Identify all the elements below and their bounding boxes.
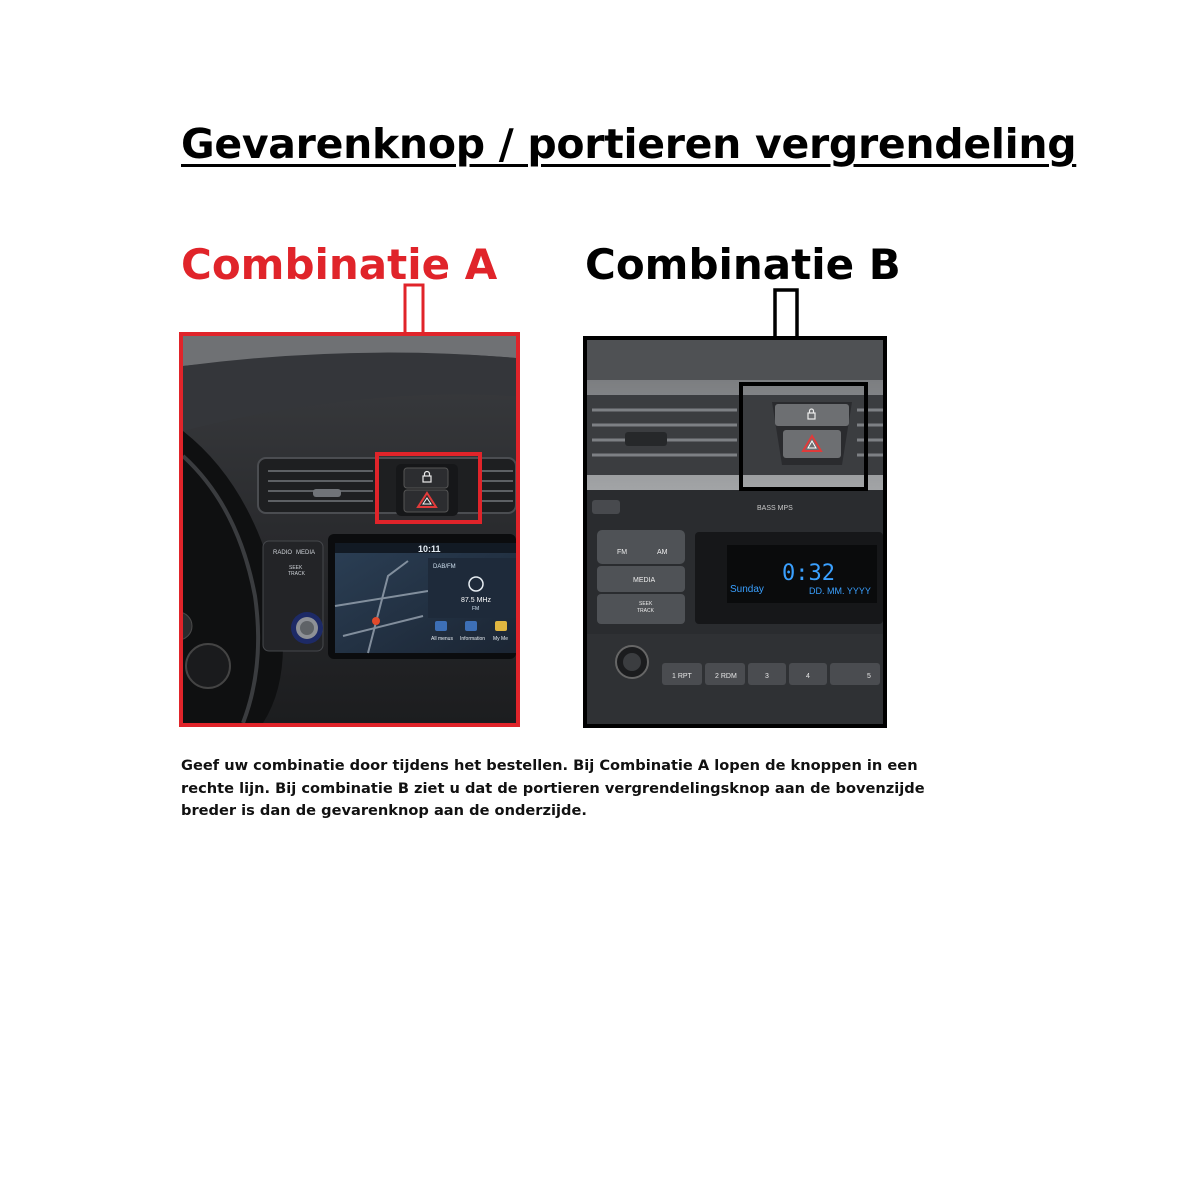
description-line: Geef uw combinatie door tijdens het bestellen. Bij Combinatie A lopen de knoppen in een	[181, 757, 918, 774]
svg-text:87.5 MHz: 87.5 MHz	[461, 597, 491, 604]
svg-text:Sunday: Sunday	[730, 584, 764, 595]
svg-text:Information: Information	[460, 636, 486, 642]
svg-text:10:11: 10:11	[418, 544, 441, 554]
svg-text:TRACK: TRACK	[288, 571, 305, 577]
svg-text:My Me: My Me	[493, 636, 508, 642]
svg-text:RADIO: RADIO	[273, 550, 293, 556]
description-line: breder is dan de gevarenknop aan de onderzijde.	[181, 802, 587, 819]
description-line: rechte lijn. Bij combinatie B ziet u dat de portieren vergrendelingsknop aan de bovenzijde	[181, 779, 925, 797]
combination-a-label: Combinatie A	[181, 240, 498, 289]
svg-text:3: 3	[765, 673, 769, 680]
description-text	[181, 755, 925, 823]
svg-text:All menus: All menus	[431, 636, 453, 642]
svg-text:BASS MPS: BASS MPS	[757, 505, 793, 512]
svg-text:5: 5	[867, 673, 871, 680]
highlight-box-b	[739, 382, 868, 491]
svg-text:TRACK: TRACK	[637, 608, 654, 614]
svg-text:DAB/FM: DAB/FM	[433, 564, 456, 570]
svg-text:MEDIA: MEDIA	[633, 577, 656, 584]
svg-text:1 RPT: 1 RPT	[672, 673, 692, 680]
dashboard-photo-combination-b	[583, 336, 887, 728]
svg-text:FM: FM	[617, 549, 628, 556]
highlight-box-a	[375, 452, 482, 524]
svg-text:SEEK: SEEK	[639, 601, 653, 607]
dashboard-photo-combination-a	[179, 332, 520, 727]
page-title: Gevarenknop / portieren vergrendeling	[181, 120, 1077, 168]
svg-text:FM: FM	[472, 606, 480, 612]
svg-text:DD. MM. YYYY: DD. MM. YYYY	[809, 586, 871, 596]
svg-text:MEDIA: MEDIA	[296, 550, 316, 556]
svg-text:4: 4	[806, 673, 810, 680]
svg-text:2 RDM: 2 RDM	[715, 673, 737, 680]
combination-b-label: Combinatie B	[585, 240, 901, 289]
svg-text:SEEK: SEEK	[289, 565, 303, 571]
svg-text:AM: AM	[657, 549, 668, 556]
svg-text:0:32: 0:32	[782, 561, 835, 586]
